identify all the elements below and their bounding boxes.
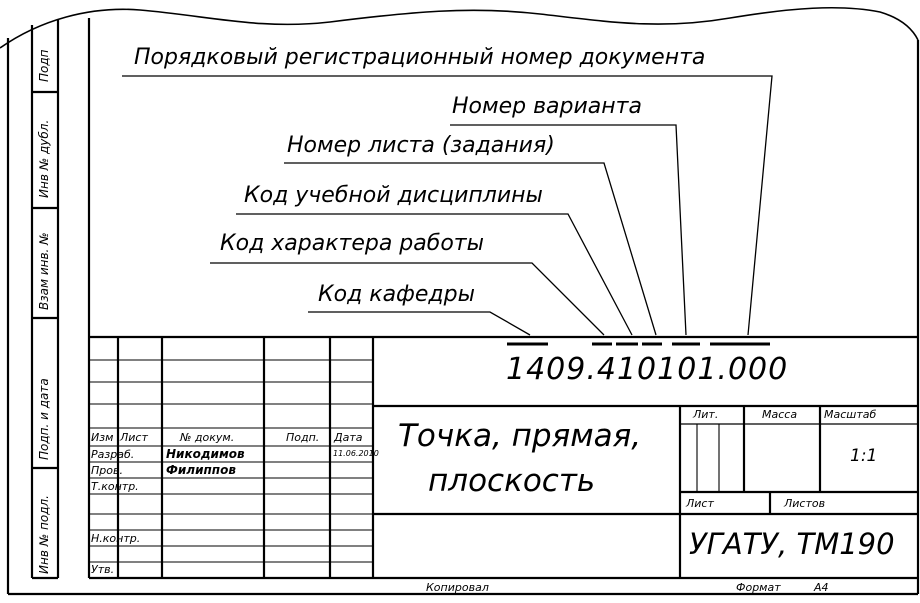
annotation-reg-number: Порядковый регистрационный номер документа [134, 45, 706, 70]
header-list: Лист [120, 431, 148, 444]
header-izm: Изм [91, 431, 114, 444]
role-developed: Разраб. [91, 448, 135, 461]
header-massa: Масса [762, 408, 798, 421]
document-designation: 1409.410101.000 [506, 352, 789, 387]
header-masshtab: Масштаб [824, 408, 877, 421]
role-norm-control: Н.контр. [91, 532, 141, 545]
role-tech-control: Т.контр. [91, 480, 139, 493]
date-value: 11.06.2010 [333, 449, 379, 458]
footer-format-value: А4 [814, 581, 829, 594]
annotation-variant: Номер варианта [452, 94, 642, 119]
header-sheet: Лист [686, 497, 714, 510]
role-approved: Утв. [91, 563, 115, 576]
side-label-sign-date: Подп. и дата [37, 378, 51, 460]
checker-name: Филиппов [166, 463, 236, 477]
annotation-discipline-code: Код учебной дисциплины [244, 183, 543, 208]
document-title-line2: плоскость [428, 463, 596, 499]
role-checked: Пров. [91, 464, 123, 477]
annotation-work-type-code: Код характера работы [220, 231, 484, 256]
document-title-line1: Точка, прямая, [398, 418, 642, 454]
header-lit: Лит. [693, 408, 719, 421]
header-data: Дата [334, 431, 363, 444]
side-label-orig-inv: Инв № подл. [37, 495, 51, 574]
header-doc-no: № докум. [180, 431, 235, 444]
side-label-dup-inv: Инв № дубл. [37, 119, 51, 198]
side-label-signature: Подп [37, 49, 51, 82]
scale-value: 1:1 [850, 446, 878, 466]
leader-department [308, 312, 530, 335]
footer-format-label: Формат [736, 581, 781, 594]
developer-name: Никодимов [166, 447, 245, 461]
header-sheets: Листов [784, 497, 826, 510]
header-podp: Подп. [286, 431, 320, 444]
annotation-sheet-number: Номер листа (задания) [287, 133, 555, 158]
torn-edge [0, 8, 918, 48]
organization: УГАТУ, ТМ190 [689, 527, 895, 561]
side-label-ref-inv: Взам инв. № [37, 232, 51, 310]
annotation-department-code: Код кафедры [318, 282, 475, 307]
footer-copied: Копировал [426, 581, 489, 594]
